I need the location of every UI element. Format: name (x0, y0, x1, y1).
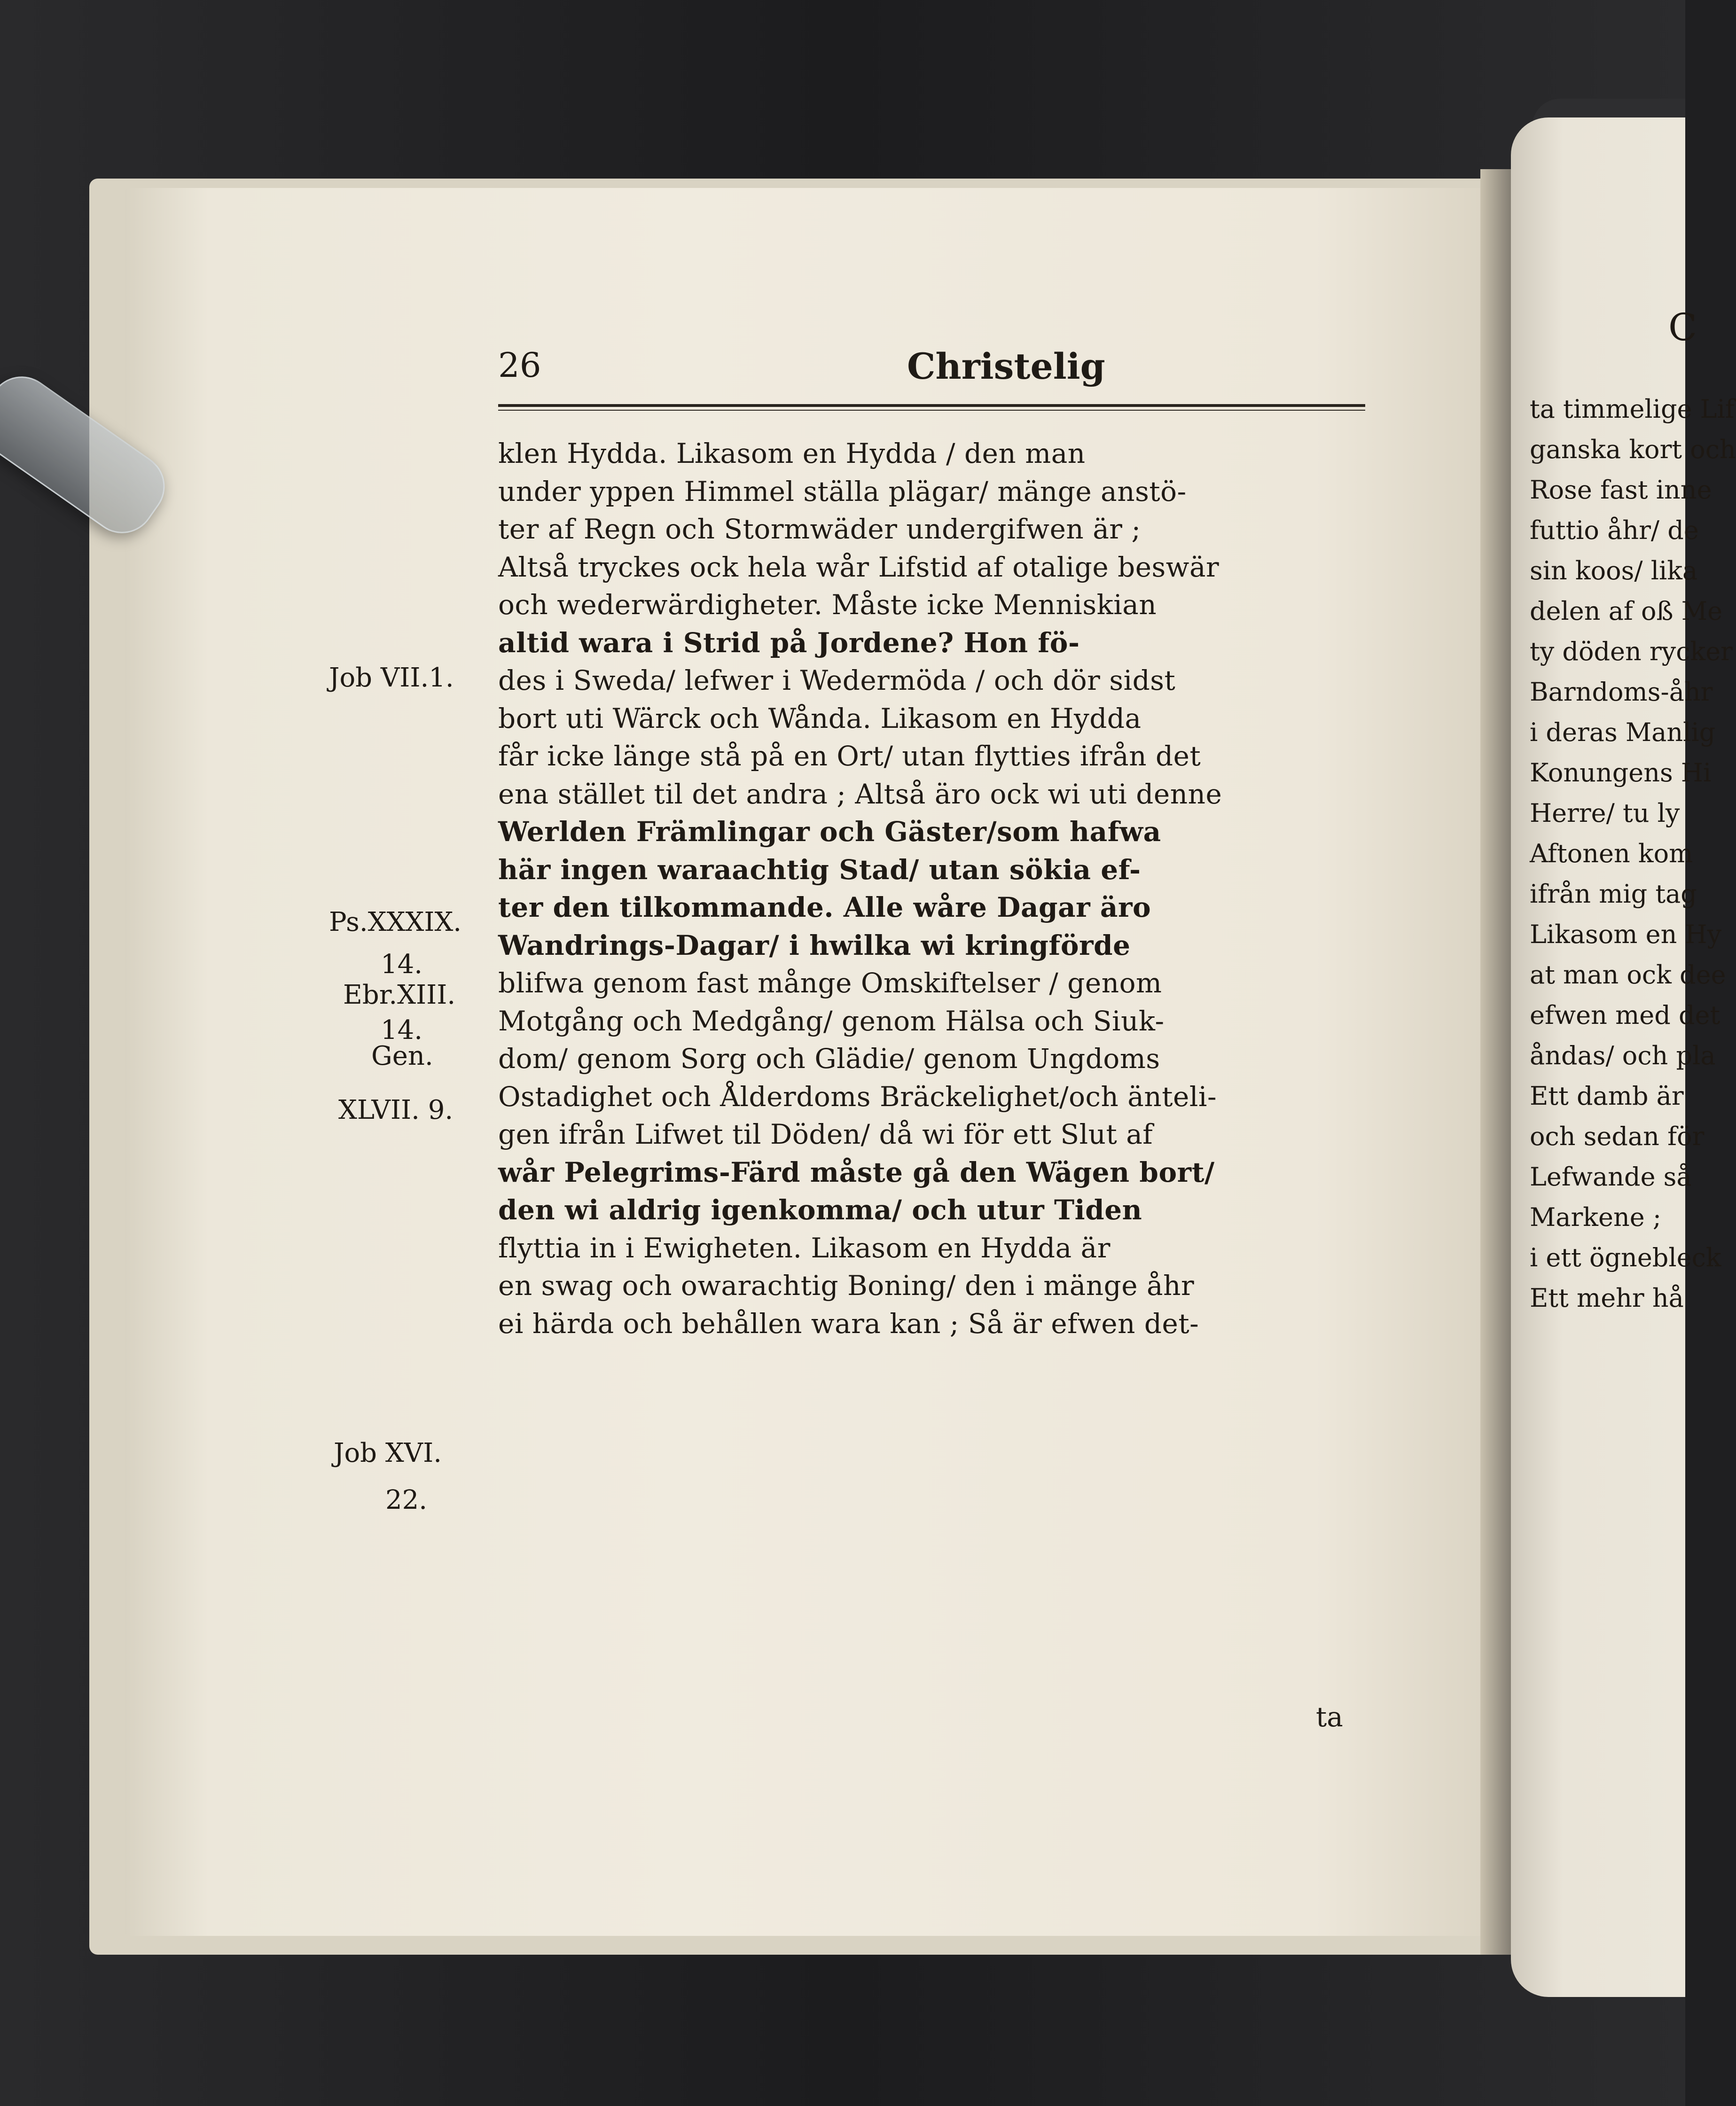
right-page-line: Barndoms-åhr (1530, 677, 1713, 707)
text-line: blifwa genom fast månge Omskiftelser / genom (498, 967, 1162, 999)
text-line: Wandrings-Dagar/ i hwilka wi kringförde (498, 929, 1131, 961)
text-line: Altså tryckes ock hela wår Lifstid af otalige beswär (498, 551, 1220, 583)
right-page-line: efwen med det (1530, 1000, 1720, 1030)
right-page-line: ganska kort och (1530, 435, 1736, 464)
right-page-line: ta timmelige Lif (1530, 394, 1735, 424)
text-line: wår Pelegrims-Färd måste gå den Wägen bort/ (498, 1156, 1215, 1188)
right-page-line: Markene ; (1530, 1202, 1662, 1232)
text-line: klen Hydda. Likasom en Hydda / den man (498, 437, 1086, 469)
right-page-line: och sedan för (1530, 1122, 1705, 1151)
text-line: dom/ genom Sorg och Glädie/ genom Ungdoms (498, 1043, 1160, 1075)
right-page-line: Rose fast inne (1530, 475, 1712, 505)
margin-reference: Job XVI. (334, 1438, 442, 1468)
right-page-line: ifrån mig tag (1530, 879, 1697, 909)
text-line: här ingen waraachtig Stad/ utan sökia ef- (498, 853, 1141, 886)
margin-reference: XLVII. 9. (338, 1095, 454, 1125)
right-page-line: ty döden rycker (1530, 637, 1733, 666)
text-line: Werlden Främlingar och Gäster/som hafwa (498, 816, 1161, 848)
right-page-line: Lefwande så (1530, 1162, 1692, 1192)
page-number: 26 (498, 345, 541, 385)
right-page-line: i ett ögnebleck (1530, 1243, 1721, 1272)
margin-reference: Job VII.1. (329, 663, 454, 693)
body-text (498, 435, 1372, 1342)
right-page-header: C (1668, 305, 1697, 349)
text-line: får icke länge stå på en Ort/ utan flytties ifrån det (498, 740, 1201, 772)
right-page-line: i deras Manlig (1530, 718, 1716, 747)
right-page-line: Aftonen kom (1530, 839, 1693, 868)
text-line: ei härda och behållen wara kan ; Så är efwen det- (498, 1307, 1199, 1340)
right-page-line: Ett damb är (1530, 1081, 1684, 1111)
running-title: Christelig (907, 345, 1105, 387)
text-line: ena stället til det andra ; Altså äro ock wi uti denne (498, 778, 1222, 810)
margin-reference: Ebr.XIII. (343, 980, 456, 1010)
catchword: ta (1316, 1701, 1343, 1733)
text-line: under yppen Himmel ställa plägar/ mänge anstö- (498, 475, 1187, 507)
right-page-line: åndas/ och pla (1530, 1041, 1716, 1070)
right-page-line: Ett mehr hå (1530, 1283, 1684, 1313)
right-page-line: Herre/ tu ly (1530, 798, 1680, 828)
margin-reference: Gen. (371, 1041, 433, 1071)
header-rule-thin (498, 410, 1365, 411)
right-page-line: futtio åhr/ de (1530, 515, 1699, 545)
text-line: ter den tilkommande. Alle wåre Dagar äro (498, 891, 1151, 923)
text-line: des i Sweda/ lefwer i Wedermöda / och dör sidst (498, 664, 1176, 696)
text-line: flyttia in i Ewigheten. Likasom en Hydda är (498, 1232, 1110, 1264)
text-line: ter af Regn och Stormwäder undergifwen är ; (498, 513, 1141, 545)
margin-reference: 14. (381, 1015, 423, 1045)
right-page-line: at man ock dee (1530, 960, 1726, 990)
text-line: altid wara i Strid på Jordene? Hon fö- (498, 626, 1080, 659)
right-page-line: Konungens Hi (1530, 758, 1712, 788)
text-line: en swag och owarachtig Boning/ den i mänge åhr (498, 1270, 1195, 1302)
text-line: bort uti Wärck och Wånda. Likasom en Hydda (498, 702, 1142, 734)
right-page-text (1530, 390, 1736, 1319)
text-line: den wi aldrig igenkomma/ och utur Tiden (498, 1194, 1142, 1226)
right-page-line: sin koos/ lika (1530, 556, 1698, 585)
header-rule (498, 404, 1365, 407)
text-line: Ostadighet och Ålderdoms Bräckelighet/och änteli- (498, 1080, 1217, 1113)
page-header (498, 345, 1363, 392)
margin-reference: 22. (385, 1485, 428, 1515)
text-line: och wederwärdigheter. Måste icke Menniskian (498, 589, 1157, 621)
margin-reference: 14. (381, 949, 423, 980)
text-line: gen ifrån Lifwet til Döden/ då wi för ett Slut af (498, 1118, 1153, 1150)
text-line: Motgång och Medgång/ genom Hälsa och Siuk- (498, 1005, 1165, 1037)
right-page-line: Likasom en Hy (1530, 920, 1722, 949)
margin-reference: Ps.XXXIX. (329, 907, 462, 937)
right-page-line: delen af oß Me (1530, 596, 1723, 626)
